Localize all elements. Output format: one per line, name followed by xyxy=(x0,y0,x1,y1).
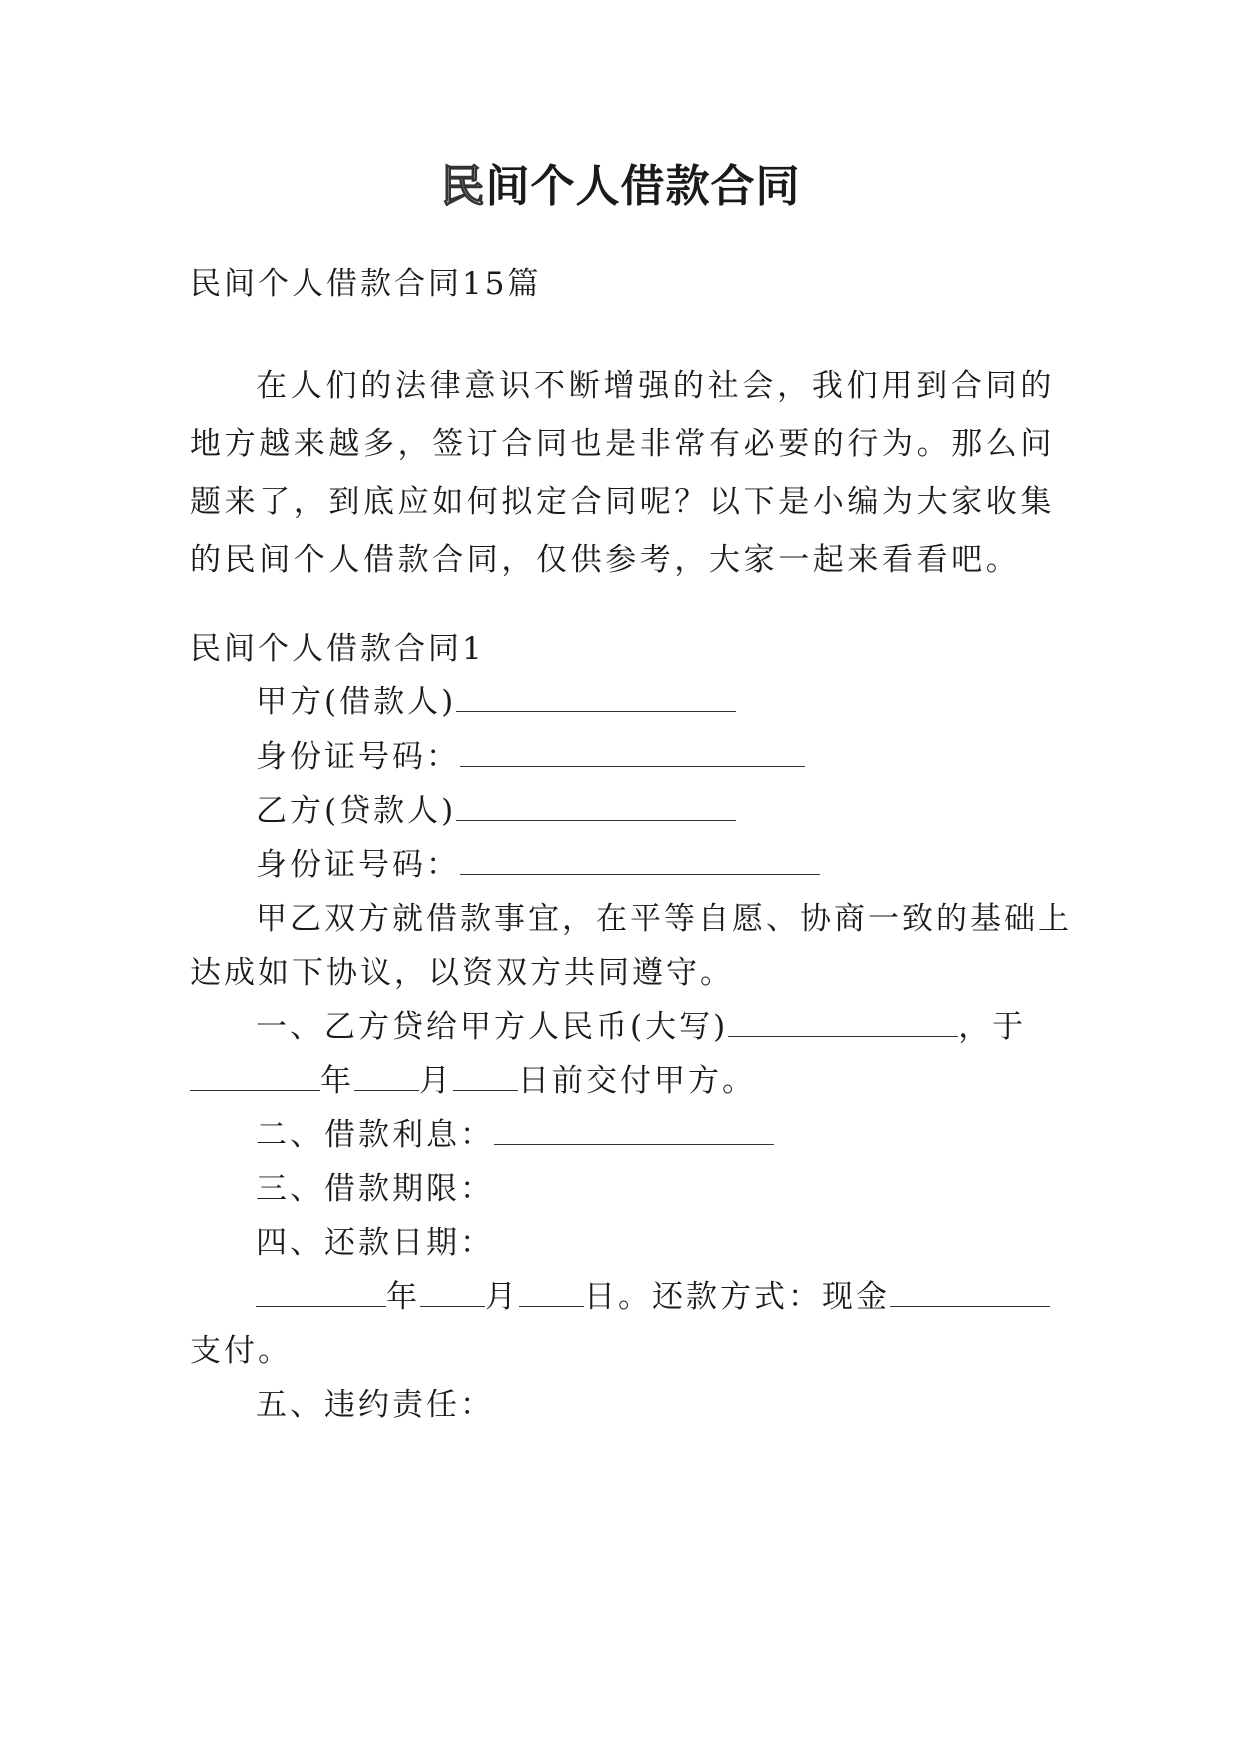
deliver-month-blank xyxy=(354,1060,419,1091)
clause-4-line: 四、还款日期： xyxy=(256,1225,494,1261)
agreement-line-1: 甲乙双方就借款事宜，在平等自愿、协商一致的基础上 xyxy=(256,901,1072,937)
section-heading: 民间个人借款合同1 xyxy=(190,631,485,667)
document-title xyxy=(0,150,1241,214)
party-a-line xyxy=(256,673,1056,731)
repay-year-label: 年 xyxy=(386,1279,420,1315)
party-a-blank xyxy=(456,681,736,712)
title-rest: 间个人借款合同 xyxy=(485,161,801,212)
agreement-line-2: 达成如下协议，以资双方共同遵守。 xyxy=(190,955,734,991)
clause-1-line xyxy=(256,998,1056,1056)
id-number-blank-2 xyxy=(460,844,820,875)
deliver-year-label: 年 xyxy=(320,1063,354,1099)
clause-1-prefix: 一、乙方贷给甲方人民币(大写) xyxy=(256,1009,729,1045)
party-b-line xyxy=(256,782,1056,840)
deliver-date-line xyxy=(190,1052,1055,1110)
repay-day-label: 日。还款方式：现金 xyxy=(584,1279,890,1315)
repay-end-line: 支付。 xyxy=(190,1333,292,1369)
repay-method-blank xyxy=(890,1276,1050,1307)
id-number-line-1 xyxy=(256,728,1056,786)
clause-2-line xyxy=(256,1106,1056,1164)
id-number-blank-1 xyxy=(460,736,805,767)
repay-month-label: 月 xyxy=(485,1279,519,1315)
party-b-blank xyxy=(456,790,736,821)
repay-year-blank xyxy=(256,1276,386,1307)
subtitle: 民间个人借款合同15篇 xyxy=(190,266,542,302)
id-number-label-1: 身份证号码： xyxy=(256,739,460,775)
clause-3-line: 三、借款期限： xyxy=(256,1171,494,1207)
repay-day-blank xyxy=(519,1276,584,1307)
deliver-day-blank xyxy=(453,1060,518,1091)
repay-month-blank xyxy=(420,1276,485,1307)
title-first-char: 民 xyxy=(440,161,486,212)
amount-blank xyxy=(728,1006,958,1037)
deliver-month-label: 月 xyxy=(419,1063,453,1099)
interest-blank xyxy=(494,1114,774,1145)
intro-paragraph: 在人们的法律意识不断增强的社会，我们用到合同的地方越来越多，签订合同也是非常有必要的行为。那么问题来了，到底应如何拟定合同呢？以下是小编为大家收集的民间个人借款合同，仅供参考，大家一起来看看吧。 xyxy=(190,368,1055,578)
party-b-label: 乙方(贷款人) xyxy=(256,793,457,829)
deliver-year-blank xyxy=(190,1060,320,1091)
repay-date-line xyxy=(256,1268,1056,1326)
clause-5-line: 五、违约责任： xyxy=(256,1387,494,1423)
id-number-label-2: 身份证号码： xyxy=(256,847,460,883)
deliver-day-label: 日前交付甲方。 xyxy=(518,1063,756,1099)
clause-2-label: 二、借款利息： xyxy=(256,1117,494,1153)
party-a-label: 甲方(借款人) xyxy=(256,684,457,720)
clause-1-suffix: ，于 xyxy=(958,1009,1027,1045)
id-number-line-2 xyxy=(256,836,1056,894)
